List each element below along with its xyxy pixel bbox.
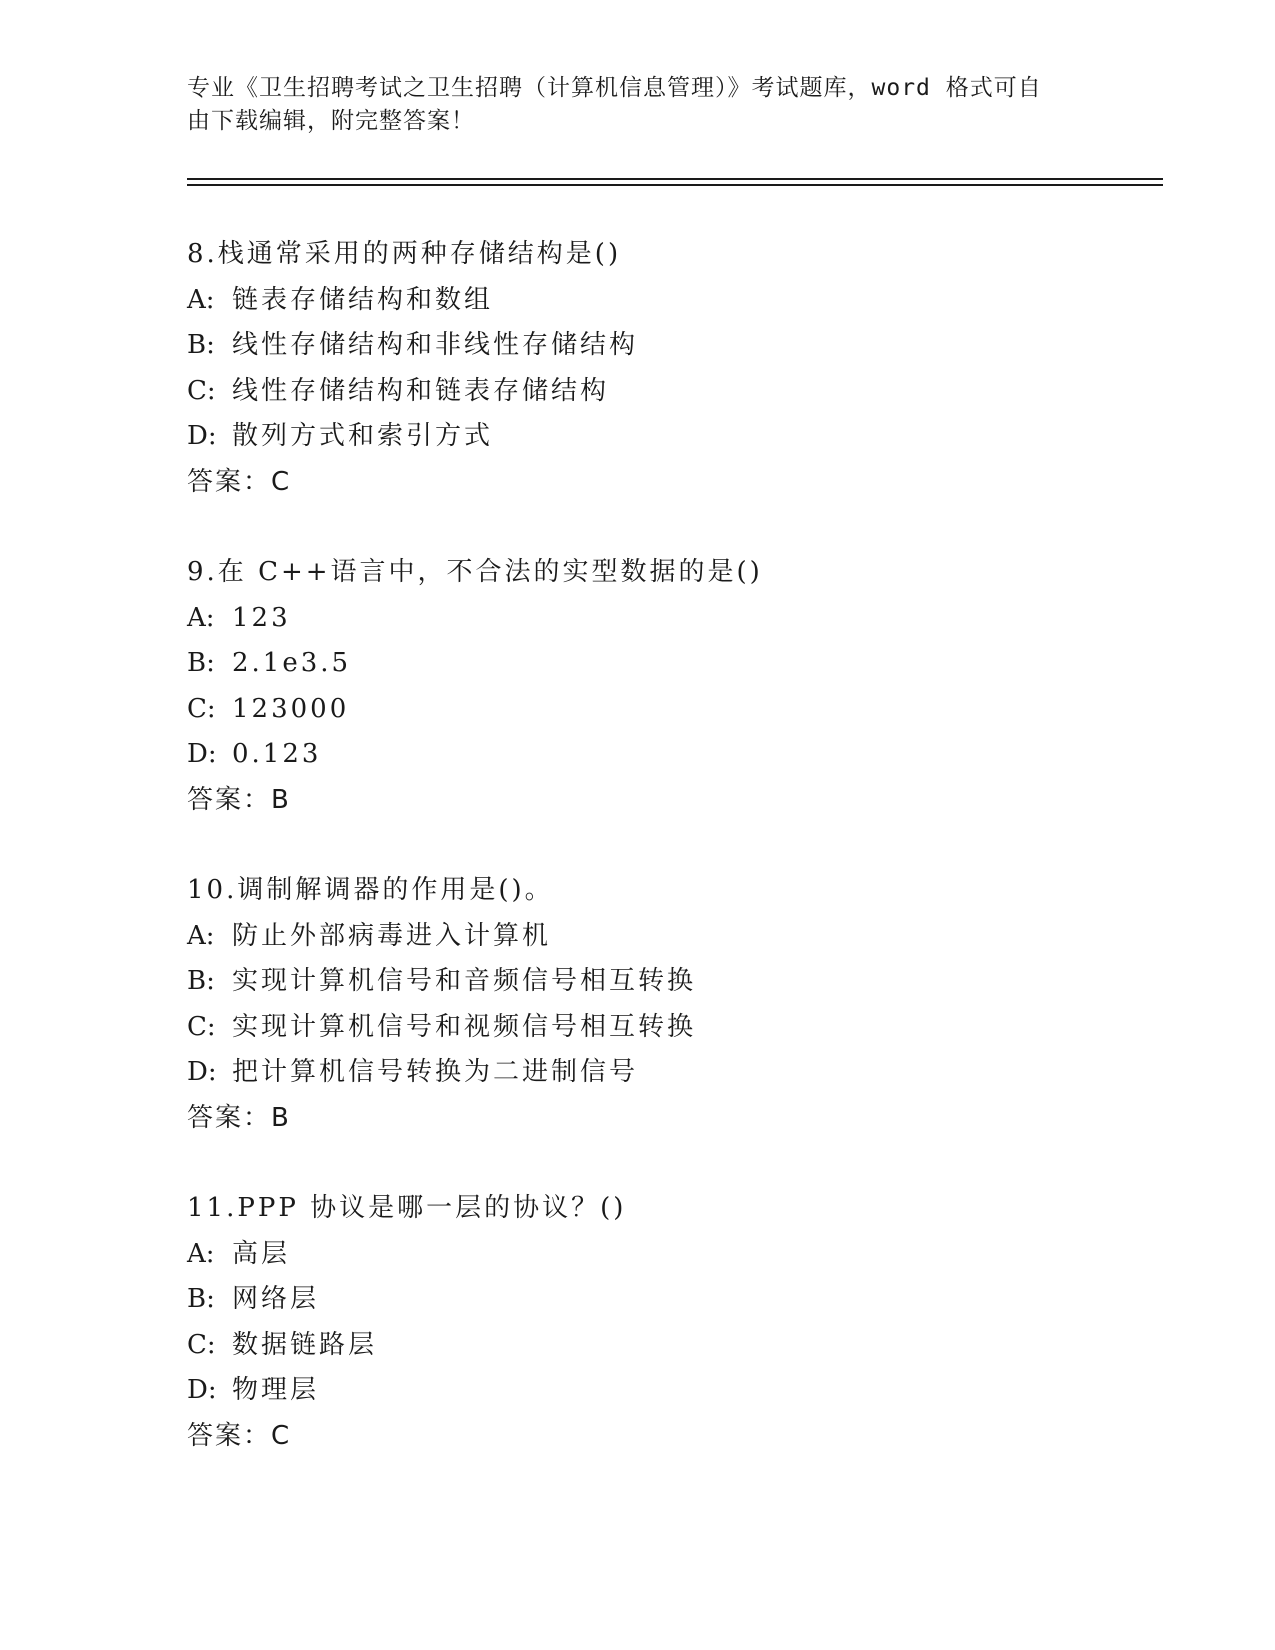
option-text: 把计算机信号转换为二进制信号 xyxy=(232,1057,639,1087)
option-b xyxy=(187,959,1147,1005)
option-text: 防止外部病毒进入计算机 xyxy=(232,920,552,951)
question-9 xyxy=(187,550,1147,823)
answer-line: 答案：C xyxy=(187,466,292,497)
answer-line: 答案：B xyxy=(187,784,291,815)
option-letter: D: xyxy=(187,739,217,769)
question-stem: 8.栈通常采用的两种存储结构是() xyxy=(187,239,622,269)
question-stem: 11.PPP 协议是哪一层的协议？() xyxy=(187,1193,627,1223)
option-d xyxy=(187,1050,1147,1096)
option-a xyxy=(187,1232,1147,1278)
option-c xyxy=(187,687,1147,733)
option-a xyxy=(187,278,1147,324)
header-line-1: 专业《卫生招聘考试之卫生招聘（计算机信息管理）》考试题库，word 格式可自 xyxy=(187,75,1042,101)
option-text: 实现计算机信号和音频信号相互转换 xyxy=(232,966,697,996)
option-text: 高层 xyxy=(232,1238,291,1269)
option-text: 数据链路层 xyxy=(232,1329,378,1360)
option-text: 散列方式和索引方式 xyxy=(232,421,494,451)
option-letter: A: xyxy=(187,602,215,633)
answer-line: 答案：C xyxy=(187,1420,292,1451)
option-letter: B: xyxy=(187,1284,215,1314)
option-letter: B: xyxy=(187,330,215,360)
option-b xyxy=(187,323,1147,369)
option-text: 123 xyxy=(232,602,291,633)
option-letter: B: xyxy=(187,648,215,678)
option-text: 物理层 xyxy=(232,1375,320,1405)
question-11 xyxy=(187,1186,1147,1459)
answer-line: 答案：B xyxy=(187,1102,291,1133)
option-letter: D: xyxy=(187,1057,217,1087)
header-line-2: 由下载编辑，附完整答案！ xyxy=(187,108,475,134)
option-letter: C: xyxy=(187,375,216,406)
option-letter: A: xyxy=(187,284,215,315)
question-8 xyxy=(187,232,1147,505)
option-d xyxy=(187,1368,1147,1414)
option-letter: A: xyxy=(187,1238,215,1269)
option-text: 2.1e3.5 xyxy=(232,648,352,678)
option-letter: C: xyxy=(187,693,216,724)
question-10 xyxy=(187,868,1147,1141)
option-letter: C: xyxy=(187,1011,216,1042)
question-list xyxy=(187,232,1147,1504)
question-stem: 10.调制解调器的作用是()。 xyxy=(187,875,554,905)
option-text: 网络层 xyxy=(232,1284,320,1314)
option-c xyxy=(187,1005,1147,1051)
option-a xyxy=(187,596,1147,642)
header-divider-top xyxy=(187,178,1163,180)
option-c xyxy=(187,369,1147,415)
option-text: 线性存储结构和非线性存储结构 xyxy=(232,330,639,360)
option-text: 链表存储结构和数组 xyxy=(232,284,494,315)
option-text: 实现计算机信号和视频信号相互转换 xyxy=(232,1011,697,1042)
option-text: 线性存储结构和链表存储结构 xyxy=(232,375,610,406)
header-divider-bottom xyxy=(187,184,1163,186)
option-letter: B: xyxy=(187,966,215,996)
option-text: 0.123 xyxy=(232,739,322,769)
option-letter: C: xyxy=(187,1329,216,1360)
question-stem: 9.在 C++语言中，不合法的实型数据的是() xyxy=(187,557,763,587)
option-a xyxy=(187,914,1147,960)
document-header xyxy=(187,72,1067,138)
option-letter: A: xyxy=(187,920,215,951)
option-b xyxy=(187,641,1147,687)
option-d xyxy=(187,414,1147,460)
option-d xyxy=(187,732,1147,778)
option-text: 123000 xyxy=(232,693,350,724)
option-c xyxy=(187,1323,1147,1369)
option-letter: D: xyxy=(187,421,217,451)
option-b xyxy=(187,1277,1147,1323)
option-letter: D: xyxy=(187,1375,217,1405)
